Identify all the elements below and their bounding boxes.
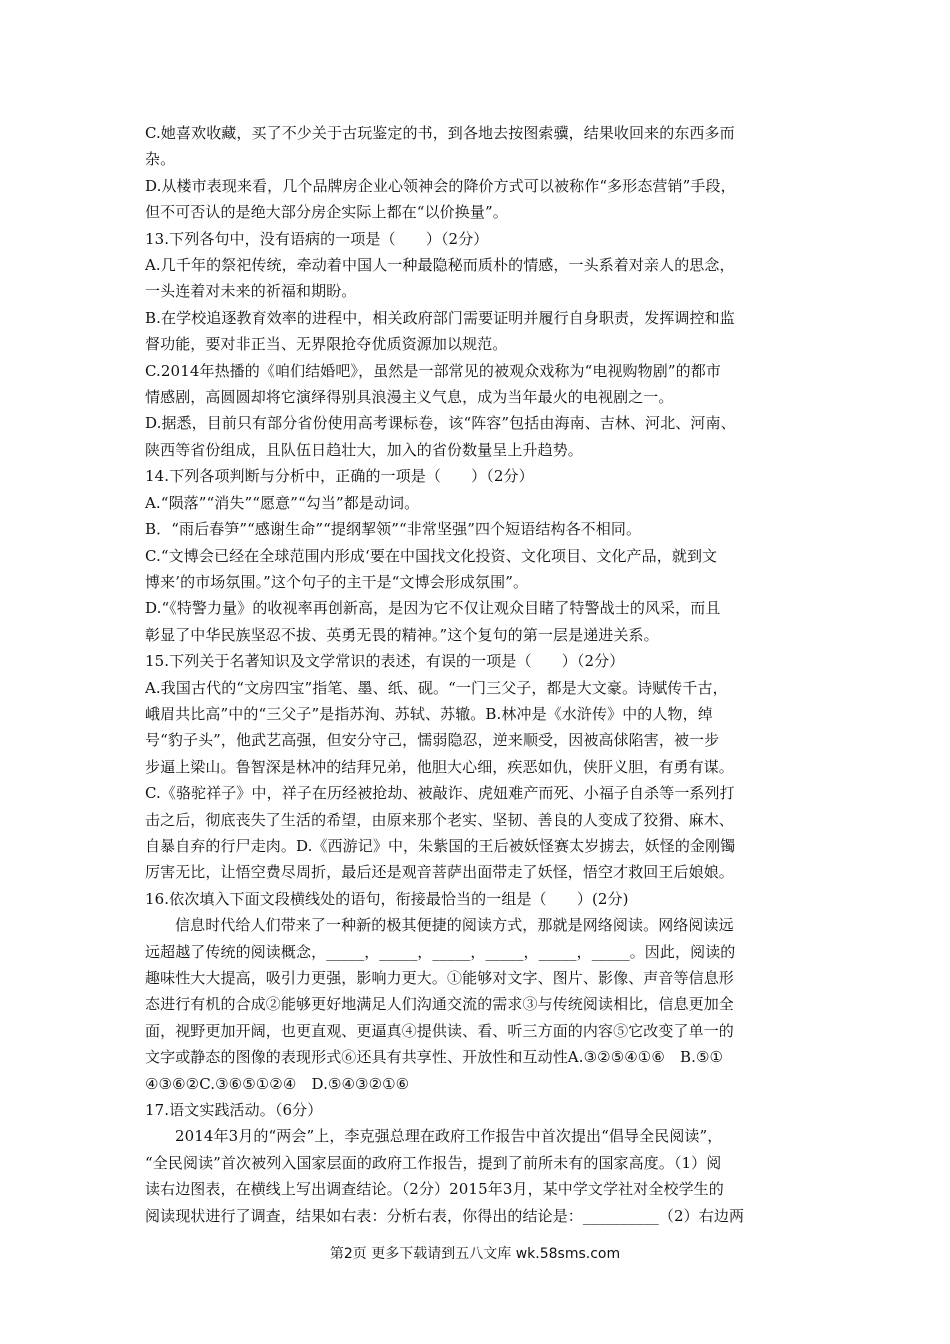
text-line: 一头连着对未来的祈福和期盼。 bbox=[145, 282, 357, 301]
text-line: 自暴自弃的行尸走肉。D.《西游记》中，朱紫国的王后被妖怪赛太岁掳去，妖怪的金刚镯 bbox=[145, 836, 736, 855]
text-line: 13.下列各句中，没有语病的一项是（ ）（2分） bbox=[145, 229, 489, 248]
text-line: 趣味性大大提高，吸引力更强，影响力更大。①能够对文字、图片、影像、声音等信息形 bbox=[145, 969, 734, 987]
text-line: 文字或静态的图像的表现形式⑥还具有共享性、开放性和互动性A.③②⑤④①⑥ B.⑤① bbox=[145, 1048, 724, 1067]
text-line: D.据悉，目前只有部分省份使用高考课标卷，该“阵容”包括由海南、吉林、河北、河南、 bbox=[145, 414, 736, 433]
text-line: 16.依次填入下面文段横线处的语句，衔接最恰当的一组是（ ）(2分) bbox=[145, 889, 629, 908]
text-line: 陕西等省份组成，且队伍日趋壮大，加入的省份数量呈上升趋势。 bbox=[145, 440, 583, 459]
text-line: A.“陨落”“消失”“愿意”“勾当”都是动词。 bbox=[145, 493, 420, 512]
text-line: 彰显了中华民族坚忍不拔、英勇无畏的精神。”这个复句的第一层是递进关系。 bbox=[145, 625, 659, 644]
text-line: 情感剧，高圆圆却将它演绎得别具浪漫主义气息，成为当年最火的电视剧之一。 bbox=[145, 388, 674, 407]
text-line: 态进行有机的合成②能够更好地满足人们沟通交流的需求③与传统阅读相比，信息更加全 bbox=[145, 995, 734, 1014]
text-line: 面，视野更加开阔，也更直观、更逼真④提供读、看、听三方面的内容⑤它改变了单一的 bbox=[145, 1021, 734, 1040]
text-line: 但不可否认的是绝大部分房企实际上都在“以价换量”。 bbox=[145, 203, 508, 222]
text-line: 15.下列关于名著知识及文学常识的表述，有误的一项是（ ）（2分） bbox=[145, 652, 625, 671]
text-line: “全民阅读”首次被列入国家层面的政府工作报告，提到了前所未有的国家高度。（1）阅 bbox=[145, 1153, 722, 1172]
text-line: 信息时代给人们带来了一种新的极其便捷的阅读方式，那就是网络阅读。网络阅读远 bbox=[175, 916, 734, 935]
text-line: D.“《特警力量》的收视率再创新高，是因为它不仅让观众目睹了特警战士的风采，而且 bbox=[145, 599, 721, 618]
document-body bbox=[145, 120, 815, 1229]
text-line: 击之后，彻底丧失了生活的希望，由原来那个老实、坚韧、善良的人变成了狡猾、麻木、 bbox=[145, 810, 734, 829]
text-line: 博来’的市场氛围。”这个句子的主干是“文博会形成氛围”。 bbox=[145, 572, 529, 591]
text-line: 厉害无比，让悟空费尽周折，最后还是观音菩萨出面带走了妖怪，悟空才救回王后娘娘。 bbox=[145, 863, 734, 882]
page-footer: 第2页 更多下载请到五八文库 wk.58sms.com bbox=[329, 1246, 621, 1262]
text-line: 2014年3月的“两会”上，李克强总理在政府工作报告中首次提出“倡导全民阅读”， bbox=[175, 1127, 723, 1146]
text-line: 步逼上梁山。鲁智深是林冲的结拜兄弟，他胆大心细，疾恶如仇，侠肝义胆，有勇有谋。 bbox=[145, 757, 734, 776]
text-line: C.《骆驼祥子》中，祥子在历经被抢劫、被敲诈、虎妞难产而死、小福子自杀等一系列打 bbox=[145, 784, 735, 803]
text-line: A.几千年的祭祀传统，牵动着中国人一种最隐秘而质朴的情感，一头系着对亲人的思念， bbox=[145, 256, 735, 275]
text-line: B．“雨后春笋”“感谢生命”“提纲挈领”“非常坚强”四个短语结构各不相同。 bbox=[145, 520, 642, 539]
text-line: 阅读现状进行了调查，结果如右表：分析右表，你得出的结论是：__________（2）右边两 bbox=[145, 1206, 745, 1225]
text-line: 峨眉共比高”中的“三父子”是指苏洵、苏轼、苏辙。B.林冲是《水浒传》中的人物，绰 bbox=[145, 704, 713, 723]
text-line: 杂。 bbox=[145, 150, 176, 169]
text-line: 14.下列各项判断与分析中，正确的一项是（ ）（2分） bbox=[145, 467, 534, 486]
text-line: 17.语文实践活动。（6分） bbox=[145, 1101, 323, 1120]
text-line: A.我国古代的“文房四宝”指笔、墨、纸、砚。“一门三父子，都是大文豪。诗赋传千古， bbox=[145, 678, 728, 697]
text-line: D.从楼市表现来看，几个品牌房企业心领神会的降价方式可以被称作“多形态营销”手段， bbox=[145, 176, 736, 195]
text-line: C.她喜欢收藏，买了不少关于古玩鉴定的书，到各地去按图索骥，结果收回来的东西多而 bbox=[145, 124, 735, 142]
text-line: B.在学校追逐教育效率的进程中，相关政府部门需要证明并履行自身职责，发挥调控和监 bbox=[145, 308, 735, 327]
text-line: 号“豹子头”，他武艺高强，但安分守己，懦弱隐忍，逆来顺受，因被高俅陷害，被一步 bbox=[145, 731, 720, 750]
text-line: ④③⑥②C.③⑥⑤①②④ D.⑤④③②①⑥ bbox=[145, 1074, 410, 1093]
text-line: C.2014年热播的《咱们结婚吧》，虽然是一部常见的被观众戏称为“电视购物剧”的都市 bbox=[145, 361, 721, 380]
text-line: 读右边图表，在横线上写出调查结论。（2分）2015年3月，某中学文学社对全校学生的 bbox=[145, 1180, 724, 1199]
text-line: C.“文博会已经在全球范围内形成‘要在中国找文化投资、文化项目、文化产品，就到文 bbox=[145, 546, 718, 565]
text-line: 远超越了传统的阅读概念，_____，_____，_____，_____，_____，_____。因此，阅读的 bbox=[145, 942, 736, 961]
text-line: 督功能，要对非正当、无界限抢夺优质资源加以规范。 bbox=[145, 335, 508, 354]
